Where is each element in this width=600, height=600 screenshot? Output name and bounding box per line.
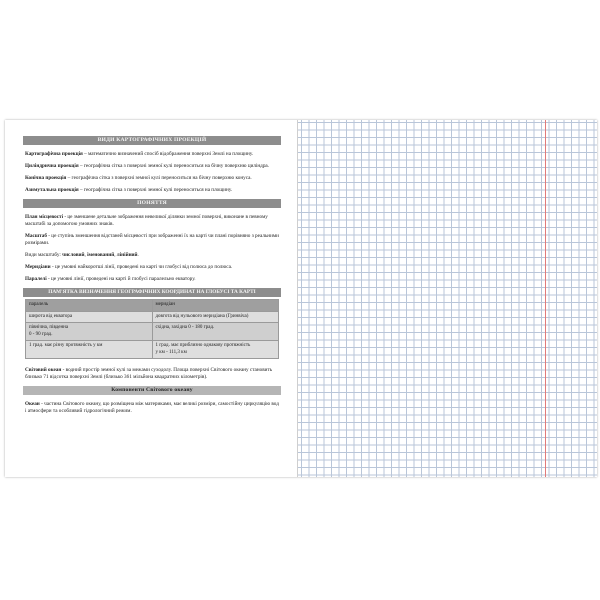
concepts-header: ПОНЯТТЯ (23, 199, 281, 208)
table-cell: північна, південна 0 - 90 град. (26, 323, 153, 341)
red-margin-line (545, 120, 546, 477)
conic-projection: Конічна проекція – географічна сітка з поверхні земної кулі переноситься на бічну поверхню конуса. (25, 175, 252, 181)
table-cell: довгота від нульового меридіана (Гринвіча) (152, 311, 279, 323)
azimuthal-projection: Азимутальна проекція – географічна сітка з поверхні земної кулі переноситься на площину. (25, 187, 233, 193)
meridians-definition: Меридіани - це умовні найкоротші лінії, проведені на карті чи глобусі від полюса до полюса. (25, 264, 233, 270)
cover-reference-page (5, 120, 298, 477)
world-ocean-definition: Світовий океан - водний простір земної кулі за межами суходолу. Площа поверхні Світового океану становить близько 71 відсотка поверхні Землі (близько 361 мільйона квадратних кілометрів). (25, 367, 273, 380)
coordinates-table-title: ПАМ'ЯТКА ВИЗНАЧЕННЯ ГЕОГРАФІЧНИХ КООРДИНАТ НА ГЛОБУСІ ТА КАРТІ (23, 288, 281, 297)
table-header-cell: паралель (26, 300, 153, 312)
table-cell: 1 град. має різну протяжність у км (26, 341, 153, 359)
table-header-cell: меридіан (152, 300, 279, 312)
table-row (26, 311, 279, 323)
cylindrical-projection: Циліндрична проекція – географічна сітка з поверхні земної кулі переноситься на бічну поверхню циліндра. (25, 163, 270, 169)
table-row (26, 323, 279, 341)
ocean-definition: Океан - частина Світового океану, що розміщена між материками, має великі розміри, самостійну циркуляцію вод і атмосфери та особливий гідрологічний режим. (25, 401, 279, 414)
table-row (26, 300, 279, 312)
projection-definition: Картографічна проекція – математично визначений спосіб відображення поверхні Землі на площину. (25, 151, 254, 157)
table-cell: 1 град. має приблизно однакову протяжність у км - 111,3 км (152, 341, 279, 359)
projections-header: ВИДИ КАРТОГРАФІЧНИХ ПРОЕКЦІЙ (23, 136, 281, 145)
notebook-spread (5, 120, 597, 477)
table-cell: східна, західна 0 - 180 град. (152, 323, 279, 341)
scale-definition: Масштаб - це ступінь зменшення відстаней місцевості при зображенні їх на карті чи плані порівняно з реальними розмірами. (25, 233, 279, 246)
table-row (26, 341, 279, 359)
coordinates-table (25, 299, 279, 359)
scale-types: Види масштабу: числовий, іменований, лінійний. (25, 252, 139, 258)
parallels-definition: Паралелі - це умовні лінії, проведені на карті й глобусі паралельно екватору. (25, 276, 196, 282)
grid-ruled-page (298, 120, 597, 477)
ocean-components-header: Компоненти Світового океану (23, 386, 281, 395)
terrain-plan-definition: План місцевості - це зменшене детальне зображення невеликої ділянки земної поверхні, виконане в певному масштабі за допомогою умовних знаків. (25, 214, 268, 227)
table-cell: широта від екватора (26, 311, 153, 323)
